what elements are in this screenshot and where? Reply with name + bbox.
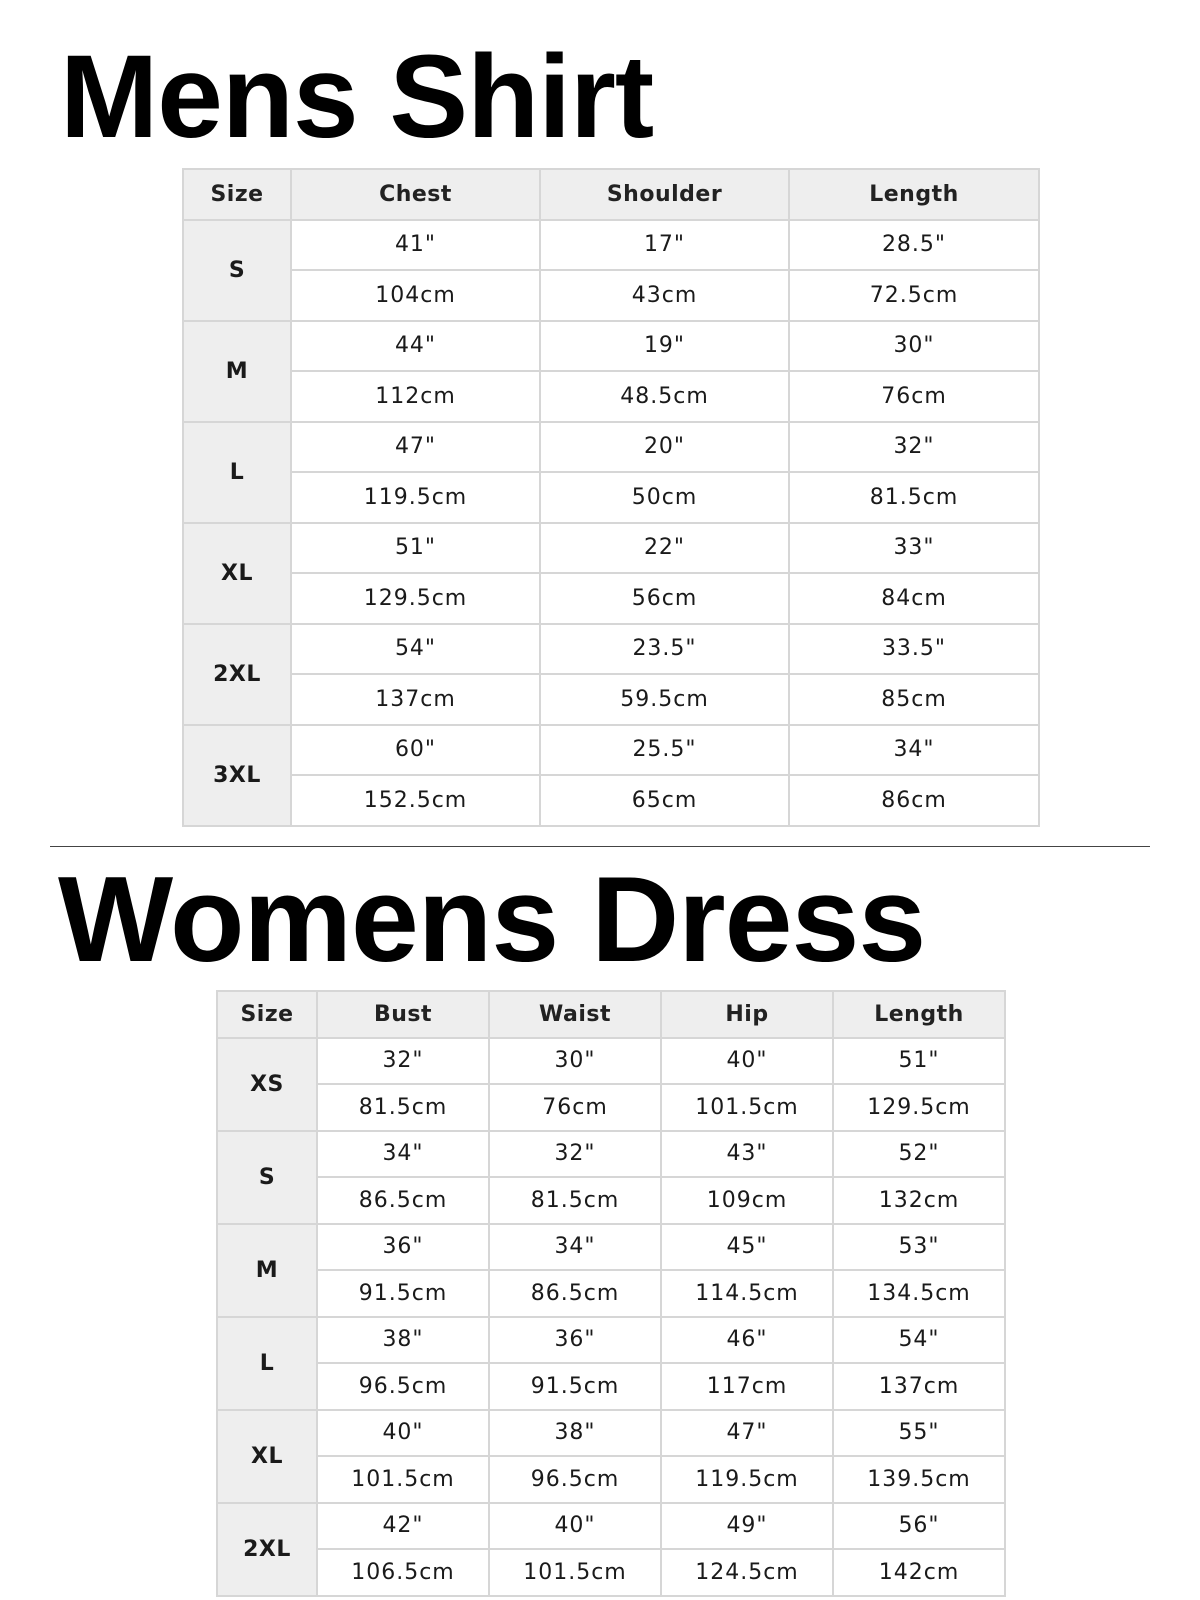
table-row	[183, 775, 1039, 826]
table-row	[217, 1549, 1005, 1596]
table-cell: 96.5cm	[317, 1363, 489, 1410]
table-cell: 51"	[291, 523, 540, 574]
table-cell: 51"	[833, 1038, 1005, 1085]
size-label: S	[217, 1131, 317, 1224]
table-row	[217, 1177, 1005, 1224]
table-row	[183, 624, 1039, 675]
table-cell: 46"	[661, 1317, 833, 1364]
table-cell: 152.5cm	[291, 775, 540, 826]
table-cell: 109cm	[661, 1177, 833, 1224]
table-cell: 45"	[661, 1224, 833, 1271]
table-cell: 36"	[317, 1224, 489, 1271]
table-cell: 96.5cm	[489, 1456, 661, 1503]
table-cell: 32"	[317, 1038, 489, 1085]
table-cell: 42"	[317, 1503, 489, 1550]
table-cell: 137cm	[833, 1363, 1005, 1410]
table-row	[183, 472, 1039, 523]
table-cell: 54"	[291, 624, 540, 675]
table-cell: 106.5cm	[317, 1549, 489, 1596]
table-cell: 41"	[291, 220, 540, 271]
column-header-bust: Bust	[317, 991, 489, 1038]
womens-size-table	[216, 990, 1006, 1597]
size-label: L	[183, 422, 291, 523]
table-cell: 48.5cm	[540, 371, 789, 422]
table-row	[217, 1456, 1005, 1503]
table-cell: 84cm	[789, 573, 1039, 624]
table-cell: 104cm	[291, 270, 540, 321]
table-header-row	[217, 991, 1005, 1038]
table-cell: 47"	[291, 422, 540, 473]
table-cell: 43"	[661, 1131, 833, 1178]
table-cell: 81.5cm	[489, 1177, 661, 1224]
table-row	[183, 725, 1039, 776]
size-label: S	[183, 220, 291, 321]
table-cell: 101.5cm	[489, 1549, 661, 1596]
table-cell: 44"	[291, 321, 540, 372]
table-cell: 33.5"	[789, 624, 1039, 675]
table-cell: 101.5cm	[661, 1084, 833, 1131]
table-cell: 32"	[489, 1131, 661, 1178]
table-cell: 53"	[833, 1224, 1005, 1271]
size-label: M	[183, 321, 291, 422]
table-header-row	[183, 169, 1039, 220]
table-cell: 76cm	[789, 371, 1039, 422]
table-cell: 54"	[833, 1317, 1005, 1364]
column-header-length: Length	[789, 169, 1039, 220]
size-label: 2XL	[183, 624, 291, 725]
section-divider	[50, 846, 1150, 847]
column-header-shoulder: Shoulder	[540, 169, 789, 220]
table-cell: 32"	[789, 422, 1039, 473]
table-cell: 86cm	[789, 775, 1039, 826]
table-cell: 114.5cm	[661, 1270, 833, 1317]
table-row	[183, 674, 1039, 725]
size-label: M	[217, 1224, 317, 1317]
column-header-hip: Hip	[661, 991, 833, 1038]
size-label: XL	[183, 523, 291, 624]
table-cell: 50cm	[540, 472, 789, 523]
table-cell: 30"	[789, 321, 1039, 372]
table-cell: 76cm	[489, 1084, 661, 1131]
table-cell: 40"	[661, 1038, 833, 1085]
table-cell: 20"	[540, 422, 789, 473]
table-cell: 56"	[833, 1503, 1005, 1550]
table-cell: 129.5cm	[833, 1084, 1005, 1131]
table-row	[183, 573, 1039, 624]
table-cell: 119.5cm	[291, 472, 540, 523]
table-cell: 49"	[661, 1503, 833, 1550]
table-cell: 117cm	[661, 1363, 833, 1410]
table-cell: 91.5cm	[317, 1270, 489, 1317]
table-cell: 142cm	[833, 1549, 1005, 1596]
table-cell: 134.5cm	[833, 1270, 1005, 1317]
table-cell: 28.5"	[789, 220, 1039, 271]
table-cell: 124.5cm	[661, 1549, 833, 1596]
table-row	[217, 1317, 1005, 1364]
size-label: L	[217, 1317, 317, 1410]
table-cell: 81.5cm	[317, 1084, 489, 1131]
column-header-chest: Chest	[291, 169, 540, 220]
table-row	[217, 1038, 1005, 1085]
table-cell: 43cm	[540, 270, 789, 321]
size-label: 3XL	[183, 725, 291, 826]
table-cell: 36"	[489, 1317, 661, 1364]
table-cell: 129.5cm	[291, 573, 540, 624]
table-cell: 55"	[833, 1410, 1005, 1457]
table-cell: 34"	[489, 1224, 661, 1271]
table-row	[183, 371, 1039, 422]
table-row	[217, 1270, 1005, 1317]
size-label: 2XL	[217, 1503, 317, 1596]
table-cell: 25.5"	[540, 725, 789, 776]
table-cell: 139.5cm	[833, 1456, 1005, 1503]
table-cell: 81.5cm	[789, 472, 1039, 523]
table-cell: 22"	[540, 523, 789, 574]
table-cell: 85cm	[789, 674, 1039, 725]
table-row	[183, 270, 1039, 321]
size-label: XS	[217, 1038, 317, 1131]
table-cell: 59.5cm	[540, 674, 789, 725]
table-cell: 47"	[661, 1410, 833, 1457]
table-cell: 60"	[291, 725, 540, 776]
table-row	[183, 220, 1039, 271]
table-cell: 56cm	[540, 573, 789, 624]
column-header-size: Size	[183, 169, 291, 220]
table-row	[217, 1363, 1005, 1410]
table-cell: 34"	[317, 1131, 489, 1178]
table-cell: 91.5cm	[489, 1363, 661, 1410]
table-cell: 30"	[489, 1038, 661, 1085]
table-cell: 23.5"	[540, 624, 789, 675]
table-row	[183, 523, 1039, 574]
table-cell: 38"	[317, 1317, 489, 1364]
mens-size-table	[182, 168, 1040, 827]
table-cell: 19"	[540, 321, 789, 372]
table-cell: 72.5cm	[789, 270, 1039, 321]
table-cell: 112cm	[291, 371, 540, 422]
table-cell: 38"	[489, 1410, 661, 1457]
table-cell: 101.5cm	[317, 1456, 489, 1503]
size-label: XL	[217, 1410, 317, 1503]
table-row	[217, 1084, 1005, 1131]
mens-shirt-title: Mens Shirt	[60, 31, 654, 163]
table-row	[217, 1224, 1005, 1271]
table-cell: 40"	[489, 1503, 661, 1550]
table-cell: 86.5cm	[489, 1270, 661, 1317]
table-row	[183, 422, 1039, 473]
womens-dress-title: Womens Dress	[58, 851, 926, 987]
table-row	[217, 1410, 1005, 1457]
column-header-size: Size	[217, 991, 317, 1038]
table-row	[217, 1131, 1005, 1178]
table-cell: 119.5cm	[661, 1456, 833, 1503]
table-cell: 17"	[540, 220, 789, 271]
table-row	[217, 1503, 1005, 1550]
column-header-waist: Waist	[489, 991, 661, 1038]
table-cell: 34"	[789, 725, 1039, 776]
table-cell: 132cm	[833, 1177, 1005, 1224]
table-row	[183, 321, 1039, 372]
table-cell: 52"	[833, 1131, 1005, 1178]
table-cell: 40"	[317, 1410, 489, 1457]
table-cell: 137cm	[291, 674, 540, 725]
table-cell: 86.5cm	[317, 1177, 489, 1224]
column-header-length: Length	[833, 991, 1005, 1038]
table-cell: 33"	[789, 523, 1039, 574]
table-cell: 65cm	[540, 775, 789, 826]
